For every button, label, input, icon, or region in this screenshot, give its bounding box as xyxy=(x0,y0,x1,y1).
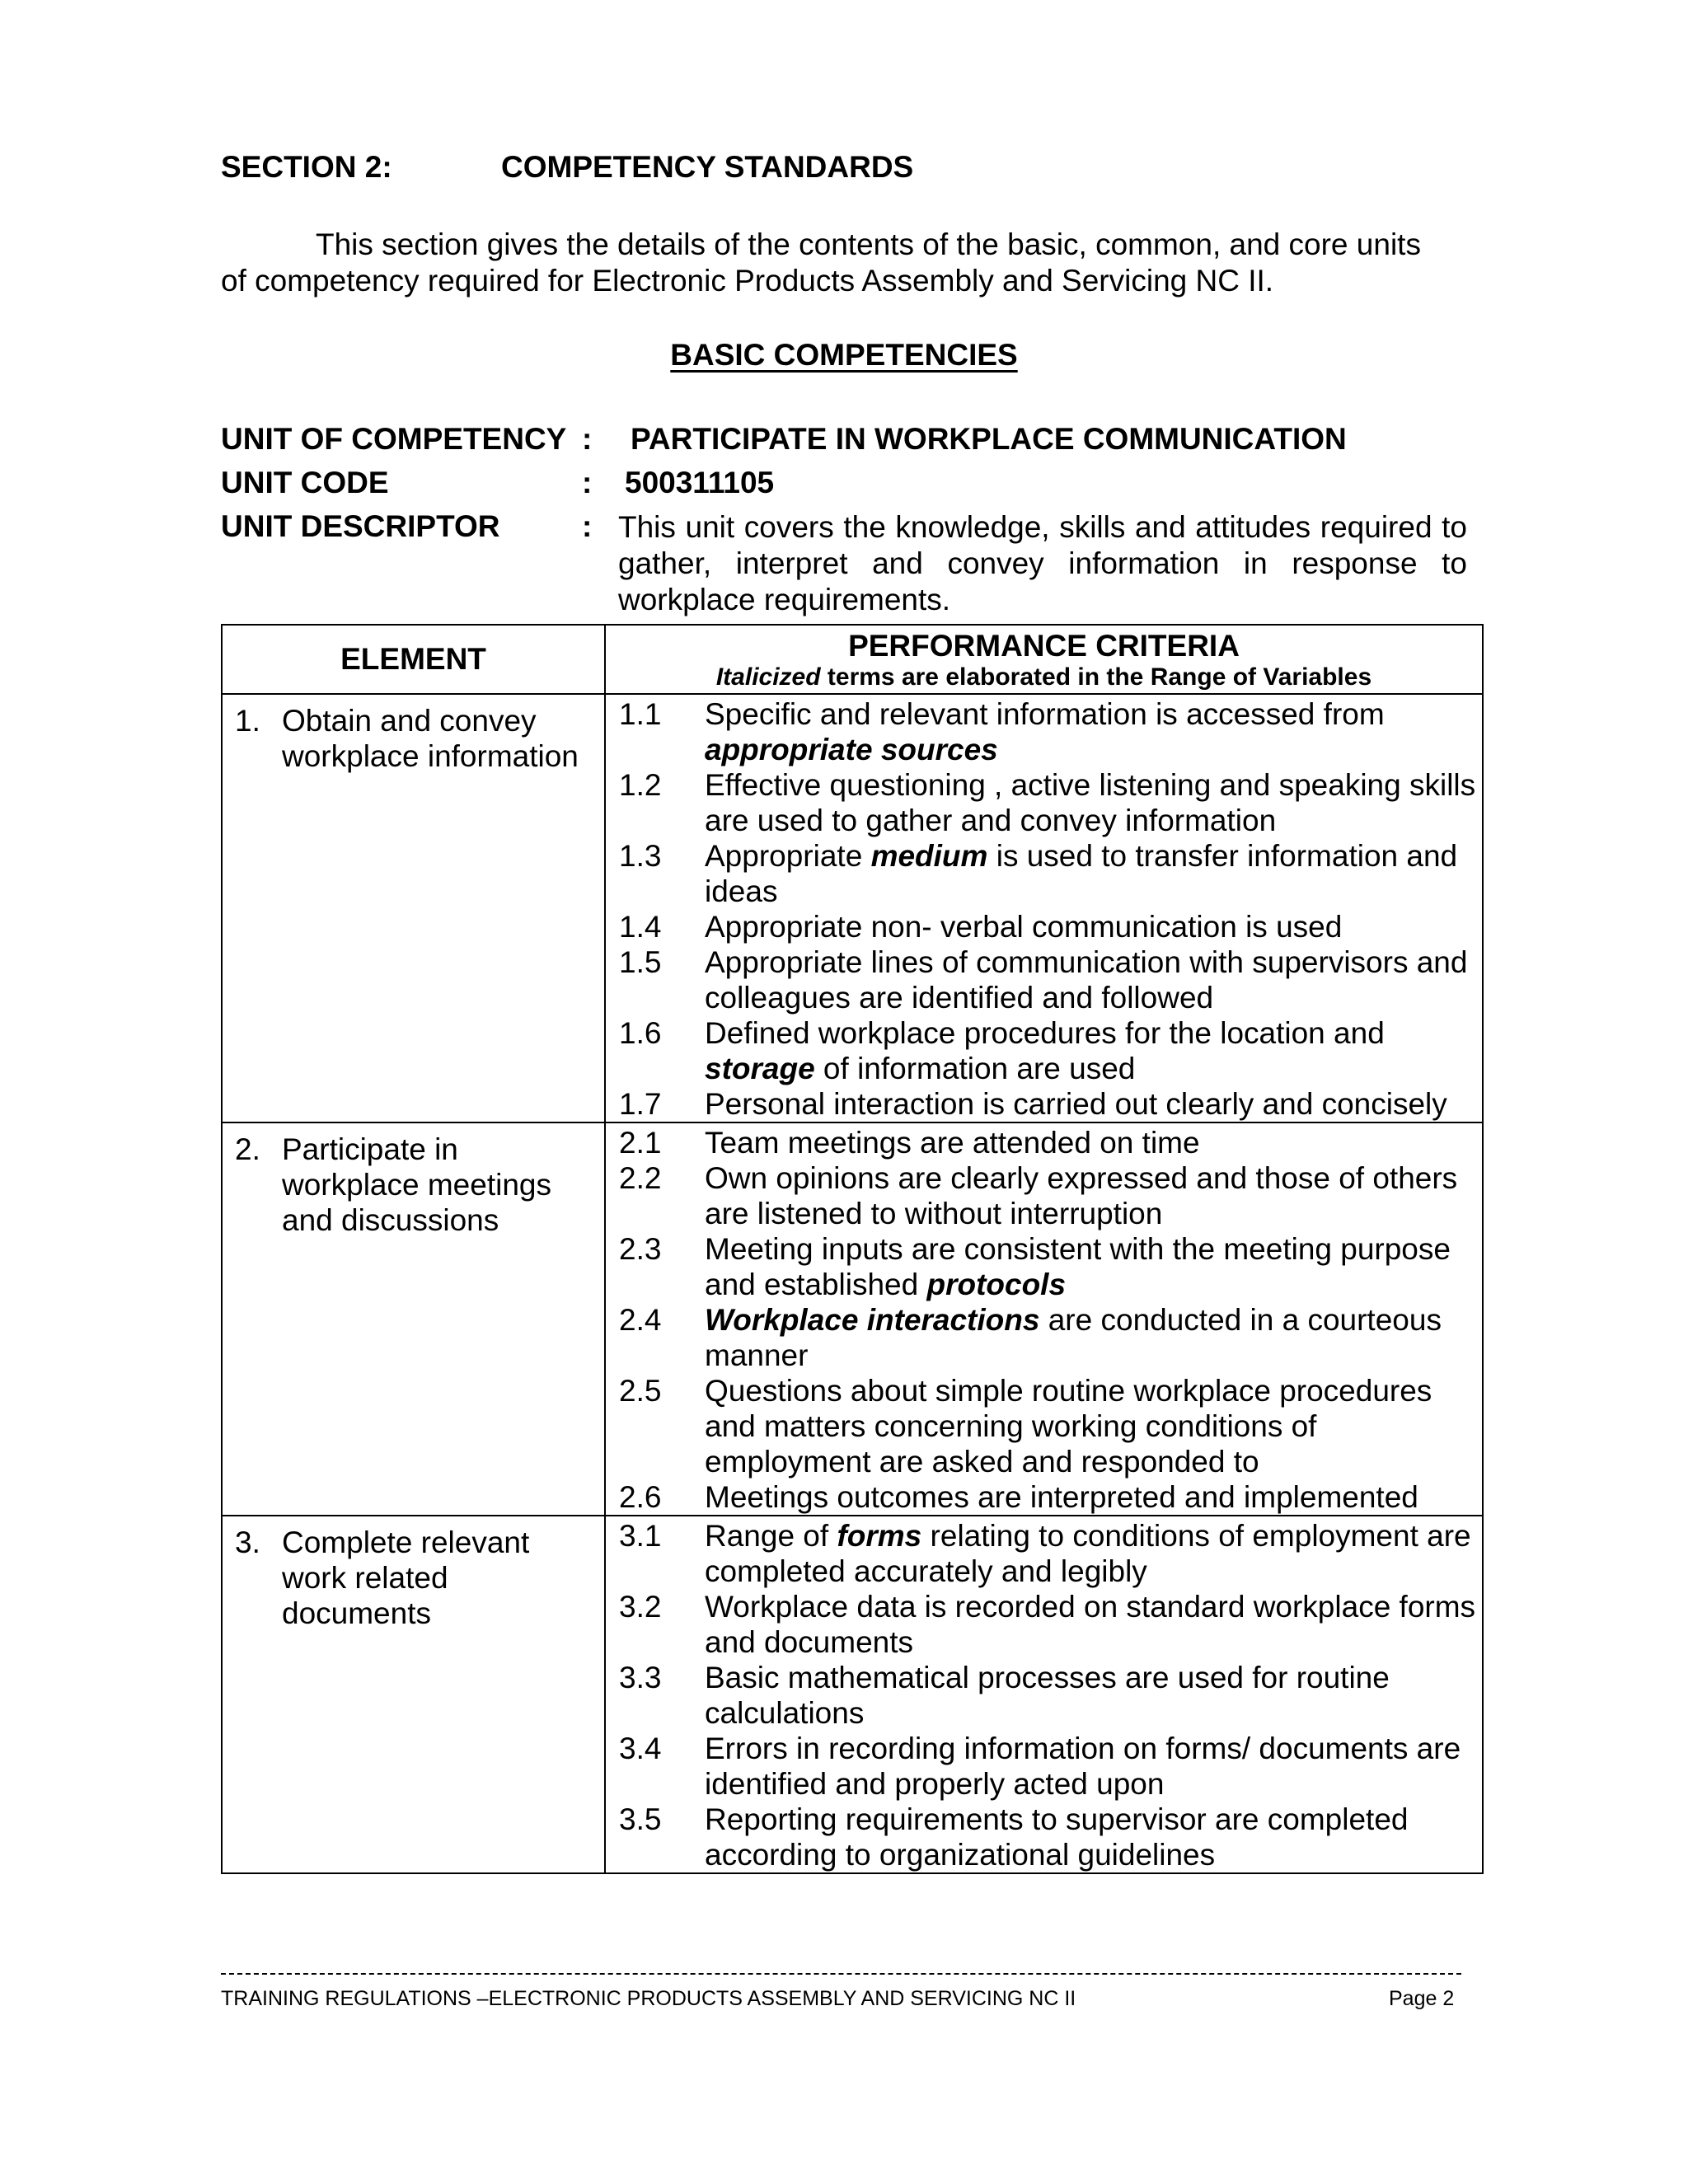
criterion-text-part: Errors in recording information on forms/ documents are identified and properly acted upon xyxy=(705,1732,1461,1801)
element-cell xyxy=(222,1516,605,1873)
criteria-header-note-rest: terms are elaborated in the Range of Variables xyxy=(820,663,1372,691)
criterion-text-part: Team meetings are attended on time xyxy=(705,1126,1200,1160)
criterion-item xyxy=(619,1373,1477,1479)
criterion-text-part: Personal interaction is carried out clearly and concisely xyxy=(705,1087,1447,1121)
basic-competencies-heading xyxy=(0,338,1688,373)
criterion-text-part: Reporting requirements to supervisor are completed according to organizational guidelines xyxy=(705,1802,1409,1872)
element-column-header: ELEMENT xyxy=(222,625,605,694)
element-text: Complete relevant work related documents xyxy=(282,1526,530,1630)
criterion-number: 1.5 xyxy=(619,945,662,979)
criterion-number: 2.3 xyxy=(619,1232,662,1266)
criterion-number: 3.3 xyxy=(619,1661,662,1694)
section-title: COMPETENCY STANDARDS xyxy=(501,150,914,184)
criterion-number: 3.2 xyxy=(619,1590,662,1624)
element-number: 1. xyxy=(235,704,260,738)
criterion-item xyxy=(619,1125,1477,1160)
unit-code-value: 500311105 xyxy=(625,466,775,499)
criterion-text xyxy=(705,1373,1477,1479)
criterion-text xyxy=(705,838,1477,909)
criterion-text xyxy=(705,1479,1477,1515)
criterion-text-part: are conducted in a courteous manner xyxy=(705,1303,1442,1372)
criterion-text xyxy=(705,1086,1477,1122)
unit-descriptor-colon: : xyxy=(582,509,593,543)
range-of-variables-term: forms xyxy=(837,1519,922,1553)
range-of-variables-term: storage xyxy=(705,1052,815,1085)
criterion-item xyxy=(619,1731,1477,1802)
basic-competencies-heading-text: BASIC COMPETENCIES xyxy=(670,338,1018,372)
criterion-number: 1.4 xyxy=(619,910,662,944)
criterion-item xyxy=(619,1160,1477,1231)
criterion-text-part: Meetings outcomes are interpreted and implemented xyxy=(705,1480,1418,1514)
criteria-header-title: PERFORMANCE CRITERIA xyxy=(848,629,1240,663)
footer-divider xyxy=(221,1973,1461,1975)
footer-title: TRAINING REGULATIONS –ELECTRONIC PRODUCTS ASSEMBLY AND SERVICING NC II xyxy=(221,1987,1076,2010)
criterion-text xyxy=(705,1231,1477,1302)
criterion-number: 3.5 xyxy=(619,1802,662,1836)
intro-paragraph: This section gives the details of the contents of the basic, common, and core units of competency required for Electronic Products Assembly and Servicing NC II. xyxy=(221,227,1421,298)
criterion-text xyxy=(705,1802,1477,1872)
criterion-text-part: Appropriate lines of communication with supervisors and colleagues are identified and followed xyxy=(705,945,1468,1015)
criterion-text-part: Meeting inputs are consistent with the meeting purpose and established xyxy=(705,1232,1451,1301)
criterion-text-part: is used to transfer information and ideas xyxy=(705,839,1458,908)
criterion-text xyxy=(705,1589,1477,1660)
unit-of-competency-colon: : xyxy=(582,422,593,456)
criterion-number: 3.4 xyxy=(619,1732,662,1765)
criterion-item xyxy=(619,1015,1477,1086)
criterion-text xyxy=(705,1125,1477,1160)
criterion-text xyxy=(705,1160,1477,1231)
unit-of-competency-label: UNIT OF COMPETENCY xyxy=(221,422,567,456)
element-text: Obtain and convey workplace information xyxy=(282,704,579,773)
criterion-text-part: Workplace data is recorded on standard workplace forms and documents xyxy=(705,1590,1476,1659)
criterion-number: 1.7 xyxy=(619,1087,662,1121)
criterion-number: 2.5 xyxy=(619,1374,662,1408)
criterion-text xyxy=(705,696,1477,767)
element-cell xyxy=(222,1122,605,1516)
criterion-number: 2.1 xyxy=(619,1126,662,1160)
criterion-item xyxy=(619,1589,1477,1660)
unit-of-competency-value: PARTICIPATE IN WORKPLACE COMMUNICATION xyxy=(631,422,1347,456)
criterion-item xyxy=(619,1302,1477,1373)
criterion-text-part: Defined workplace procedures for the location and xyxy=(705,1016,1385,1050)
criterion-text xyxy=(705,1731,1477,1802)
criteria-header-note xyxy=(606,663,1482,693)
criterion-text xyxy=(705,767,1477,838)
unit-code-colon: : xyxy=(582,466,593,499)
table-row xyxy=(222,1516,1483,1873)
criterion-item xyxy=(619,1802,1477,1872)
criterion-text-part: relating to conditions of employment are completed accurately and legibly xyxy=(705,1519,1471,1588)
table-row xyxy=(222,1122,1483,1516)
criterion-item xyxy=(619,838,1477,909)
criterion-number: 2.4 xyxy=(619,1303,662,1337)
unit-code-label: UNIT CODE xyxy=(221,466,389,499)
element-entry xyxy=(235,1132,596,1238)
table-row xyxy=(222,694,1483,1122)
criterion-item xyxy=(619,944,1477,1015)
criterion-text-part: Questions about simple routine workplace procedures and matters concerning working conditions of employment are asked and responded to xyxy=(705,1374,1432,1479)
criterion-text-part: Range of xyxy=(705,1519,837,1553)
criterion-item xyxy=(619,909,1477,944)
criteria-cell xyxy=(605,1516,1483,1873)
page-number: Page 2 xyxy=(1389,1987,1455,2010)
range-of-variables-term: medium xyxy=(870,839,988,873)
range-of-variables-term: appropriate sources xyxy=(705,733,998,766)
criteria-header-note-italic: Italicized xyxy=(715,663,821,691)
criterion-number: 2.6 xyxy=(619,1480,662,1514)
criterion-text-part: Basic mathematical processes are used for routine calculations xyxy=(705,1661,1390,1730)
competency-table xyxy=(221,624,1484,1874)
table-header-row xyxy=(222,625,1483,694)
element-entry xyxy=(235,703,596,774)
criterion-item xyxy=(619,1479,1477,1515)
criterion-text xyxy=(705,1518,1477,1589)
criterion-number: 2.2 xyxy=(619,1161,662,1195)
criteria-column-header xyxy=(605,625,1483,694)
criterion-text xyxy=(705,909,1477,944)
criterion-item xyxy=(619,767,1477,838)
criterion-text-part: Appropriate xyxy=(705,839,871,873)
range-of-variables-term: protocols xyxy=(926,1268,1067,1301)
criterion-item xyxy=(619,696,1477,767)
element-entry xyxy=(235,1525,596,1631)
criterion-item xyxy=(619,1660,1477,1731)
range-of-variables-term: Workplace interactions xyxy=(705,1303,1040,1337)
criterion-number: 1.1 xyxy=(619,697,662,731)
criterion-item xyxy=(619,1086,1477,1122)
criterion-item xyxy=(619,1518,1477,1589)
unit-descriptor-value: This unit covers the knowledge, skills and attitudes required to gather, interpret and convey information in response to workplace requirements. xyxy=(618,510,1467,616)
criterion-item xyxy=(619,1231,1477,1302)
criterion-text xyxy=(705,1660,1477,1731)
element-text: Participate in workplace meetings and discussions xyxy=(282,1132,551,1237)
criterion-text xyxy=(705,1015,1477,1086)
criterion-text xyxy=(705,944,1477,1015)
criterion-number: 3.1 xyxy=(619,1519,662,1553)
unit-descriptor-label: UNIT DESCRIPTOR xyxy=(221,509,500,543)
section-label: SECTION 2: xyxy=(221,150,392,184)
criterion-text-part: Effective questioning , active listening and speaking skills are used to gather and convey information xyxy=(705,768,1476,837)
criteria-cell xyxy=(605,694,1483,1122)
element-number: 2. xyxy=(235,1132,260,1166)
table-body xyxy=(222,694,1483,1873)
criteria-cell xyxy=(605,1122,1483,1516)
criterion-text xyxy=(705,1302,1477,1373)
criterion-number: 1.6 xyxy=(619,1016,662,1050)
element-cell xyxy=(222,694,605,1122)
element-number: 3. xyxy=(235,1526,260,1559)
criterion-number: 1.2 xyxy=(619,768,662,802)
criterion-number: 1.3 xyxy=(619,839,662,873)
criterion-text-part: Own opinions are clearly expressed and those of others are listened to without interruption xyxy=(705,1161,1458,1230)
criterion-text-part: of information are used xyxy=(814,1052,1136,1085)
criterion-text-part: Appropriate non- verbal communication is used xyxy=(705,910,1343,944)
criterion-text-part: Specific and relevant information is accessed from xyxy=(705,697,1385,731)
